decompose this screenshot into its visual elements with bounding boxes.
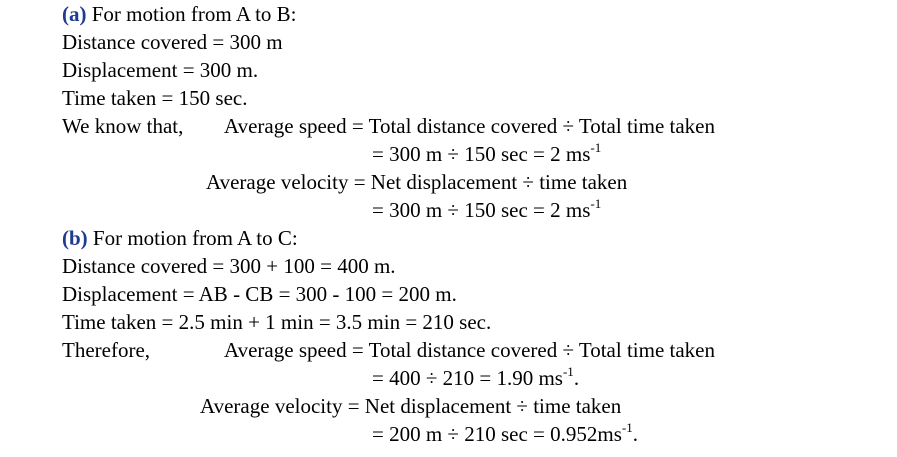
part-a-avg-speed-definition: Average speed = Total distance covered ÷ Total time taken: [224, 114, 715, 138]
part-b-heading: [62, 224, 298, 252]
part-b-avg-speed-calculation: [372, 364, 579, 392]
part-a-distance: Distance covered = 300 m: [62, 30, 283, 54]
part-a-avg-velocity-exponent: -1: [590, 196, 602, 211]
part-b-avg-velocity-calc-text: = 200 m ÷ 210 sec = 0.952ms: [372, 422, 622, 446]
part-b-avg-speed-exponent: -1: [562, 364, 574, 379]
part-b-avg-speed-definition: Average speed = Total distance covered ÷ Total time taken: [224, 338, 715, 362]
part-a-avg-velocity-calc-text: = 300 m ÷ 150 sec = 2 ms: [372, 198, 591, 222]
part-b-avg-velocity-exponent: -1: [621, 420, 633, 435]
part-a-avg-speed-exponent: -1: [590, 140, 602, 155]
part-a-heading-text: For motion from A to B:: [86, 2, 297, 26]
part-a-intro: We know that,: [62, 114, 184, 138]
part-b-label: (b): [62, 226, 88, 250]
part-a-avg-speed-calc-text: = 300 m ÷ 150 sec = 2 ms: [372, 142, 591, 166]
part-b-intro: Therefore,: [62, 338, 151, 362]
part-a-time: Time taken = 150 sec.: [62, 86, 248, 110]
part-a-avg-velocity-calculation: [372, 196, 601, 224]
part-b-avg-velocity-definition: Average velocity = Net displacement ÷ time taken: [200, 394, 622, 418]
part-a-displacement: Displacement = 300 m.: [62, 58, 259, 82]
part-a-avg-velocity-definition: Average velocity = Net displacement ÷ time taken: [206, 170, 628, 194]
part-b-avg-speed-end: .: [573, 366, 580, 390]
part-b-avg-velocity-end: .: [632, 422, 638, 446]
part-a-label: (a): [62, 2, 87, 26]
part-a-avg-speed-calculation: [372, 140, 601, 168]
part-a-heading: [62, 0, 297, 28]
part-b-avg-velocity-calculation: [372, 420, 638, 448]
part-b-time: Time taken = 2.5 min + 1 min = 3.5 min = 210 sec.: [62, 310, 492, 334]
part-b-heading-text: For motion from A to C:: [87, 226, 298, 250]
part-b-displacement: Displacement = AB - CB = 300 - 100 = 200 m.: [62, 282, 457, 306]
part-b-distance: Distance covered = 300 + 100 = 400 m.: [62, 254, 396, 278]
part-b-avg-speed-calc-text: = 400 ÷ 210 = 1.90 ms: [372, 366, 563, 390]
